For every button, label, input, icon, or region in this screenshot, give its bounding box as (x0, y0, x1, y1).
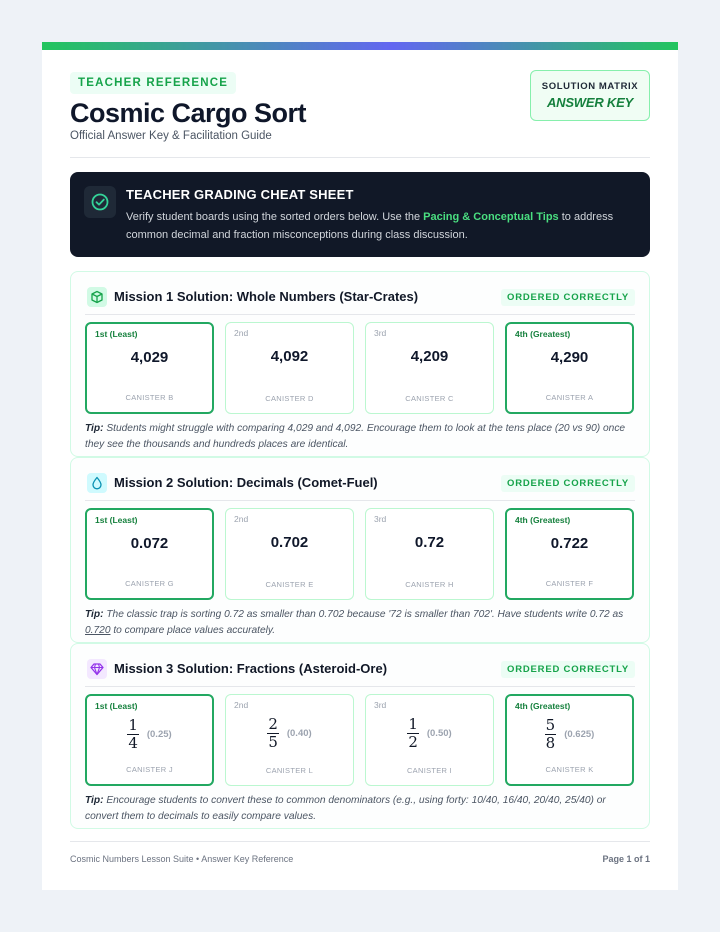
answer-key-label: ANSWER KEY (546, 95, 634, 110)
card-rank: 1st (Least) (95, 515, 138, 525)
card-value: 4,029 (130, 349, 169, 366)
answer-card-3 (365, 322, 494, 414)
card-canister: CANISTER C (405, 394, 454, 403)
card-canister: CANISTER A (545, 393, 594, 402)
tip-label: Tip: (85, 795, 104, 806)
tip-underline: 0.720 (85, 625, 111, 636)
solution-matrix-box (530, 70, 650, 121)
cheat-text-after: to address common decimal and fraction misconceptions during class discussion. (126, 211, 614, 241)
answer-card-1 (85, 322, 214, 414)
tip-text: Students might struggle with comparing 4,029 and 4,092. Encourage them to look at the tens place (20 vs 90) once they see the thousands and hundreds places are identical. (85, 423, 626, 450)
tip-text: Encourage students to convert these to common denominators (e.g., using forty: 10/40, 16/40, 20/40, 25/40) or convert them to decimals to easily compare values. (85, 795, 606, 822)
card-value: 4,209 (410, 348, 449, 365)
gradient-top-bar (42, 42, 678, 50)
footer-page-number: Page 1 of 1 (602, 854, 650, 864)
numerator: 1 (408, 715, 418, 733)
card-canister: CANISTER G (125, 579, 174, 588)
card-value: 0.702 (270, 534, 309, 551)
divider (85, 500, 635, 501)
mission-3-title: Mission 3 Solution: Fractions (Asteroid-Ore) (114, 661, 388, 676)
card-rank: 4th (Greatest) (515, 701, 571, 711)
cheat-sheet-text (126, 208, 636, 244)
answer-card-4 (505, 322, 634, 414)
answer-card-1 (85, 508, 214, 600)
footer-suite-label: Cosmic Numbers Lesson Suite • Answer Key Reference (70, 854, 294, 864)
numerator: 5 (545, 716, 556, 734)
cheat-text-highlight: Pacing & Conceptual Tips (423, 211, 559, 223)
cheat-text-before: Verify student boards using the sorted orders below. Use the (126, 211, 424, 223)
ordered-correctly-badge: ORDERED CORRECTLY (501, 475, 635, 492)
numerator: 2 (268, 715, 278, 733)
card-canister: CANISTER J (126, 765, 173, 774)
denominator: 4 (128, 734, 138, 752)
ordered-correctly-badge: ORDERED CORRECTLY (501, 289, 635, 306)
ordered-correctly-badge: ORDERED CORRECTLY (501, 661, 635, 678)
tip-label: Tip: (85, 423, 104, 434)
divider (85, 314, 635, 315)
fraction (267, 717, 279, 750)
footer-divider (70, 841, 650, 842)
card-value: 0.722 (550, 535, 589, 552)
card-rank: 3rd (374, 514, 387, 524)
check-circle-icon (84, 186, 116, 218)
tip-label: Tip: (85, 609, 104, 620)
fraction-value (226, 717, 353, 750)
gem-icon (87, 659, 107, 679)
droplet-icon (87, 473, 107, 493)
card-value: 0.72 (414, 534, 445, 551)
tip-after: to compare place values accurately. (110, 625, 276, 636)
denominator: 5 (268, 733, 278, 751)
fraction (545, 718, 557, 751)
page-subtitle: Official Answer Key & Facilitation Guide (70, 130, 272, 142)
divider (85, 686, 635, 687)
answer-card-4 (505, 694, 634, 786)
mission-1-title: Mission 1 Solution: Whole Numbers (Star-Crates) (114, 289, 419, 304)
card-canister: CANISTER F (545, 579, 594, 588)
answer-card-2 (225, 694, 354, 786)
answer-card-2 (225, 322, 354, 414)
card-canister: CANISTER H (405, 580, 454, 589)
fraction-value (507, 718, 632, 751)
card-rank: 1st (Least) (95, 701, 138, 711)
card-canister: CANISTER B (125, 393, 174, 402)
mission-2-tip (85, 607, 641, 639)
card-value: 4,290 (550, 349, 589, 366)
card-rank: 3rd (374, 700, 387, 710)
mission-3-panel (70, 643, 650, 829)
card-canister: CANISTER L (265, 766, 314, 775)
tip-text: The classic trap is sorting 0.72 as smaller than 0.702 because '72 is smaller than 702'. Have students write 0.72 as (103, 609, 624, 620)
page-title: Cosmic Cargo Sort (70, 98, 307, 128)
denominator: 8 (545, 734, 556, 752)
card-rank: 4th (Greatest) (515, 329, 571, 339)
card-rank: 1st (Least) (95, 329, 138, 339)
fraction-value (87, 718, 212, 751)
fraction-value (366, 717, 493, 750)
card-rank: 2nd (234, 700, 249, 710)
card-canister: CANISTER K (545, 765, 594, 774)
cheat-sheet-banner (70, 172, 650, 257)
fraction (127, 718, 139, 751)
answer-card-2 (225, 508, 354, 600)
numerator: 1 (128, 716, 138, 734)
card-value: 0.072 (130, 535, 169, 552)
cube-icon (87, 287, 107, 307)
card-rank: 3rd (374, 328, 387, 338)
teacher-reference-tag: TEACHER REFERENCE (70, 72, 236, 94)
card-rank: 4th (Greatest) (515, 515, 571, 525)
answer-card-4 (505, 508, 634, 600)
mission-3-tip (85, 793, 641, 825)
solution-matrix-label: SOLUTION MATRIX (541, 81, 639, 92)
card-canister: CANISTER D (265, 394, 314, 403)
answer-card-1 (85, 694, 214, 786)
decimal-equivalent: (0.50) (426, 728, 452, 739)
decimal-equivalent: (0.40) (286, 728, 312, 739)
fraction (407, 717, 419, 750)
answer-card-3 (365, 694, 494, 786)
card-canister: CANISTER I (406, 766, 453, 775)
card-rank: 2nd (234, 328, 249, 338)
card-rank: 2nd (234, 514, 249, 524)
decimal-equivalent: (0.625) (564, 729, 595, 740)
denominator: 2 (408, 733, 418, 751)
mission-2-panel (70, 457, 650, 643)
worksheet-page (42, 42, 678, 890)
mission-2-title: Mission 2 Solution: Decimals (Comet-Fuel) (114, 475, 378, 490)
page-header (70, 72, 650, 158)
mission-1-tip (85, 421, 641, 453)
card-canister: CANISTER E (265, 580, 314, 589)
answer-card-3 (365, 508, 494, 600)
decimal-equivalent: (0.25) (146, 729, 172, 740)
cheat-sheet-title: TEACHER GRADING CHEAT SHEET (126, 187, 354, 202)
mission-1-panel (70, 271, 650, 457)
card-value: 4,092 (270, 348, 309, 365)
